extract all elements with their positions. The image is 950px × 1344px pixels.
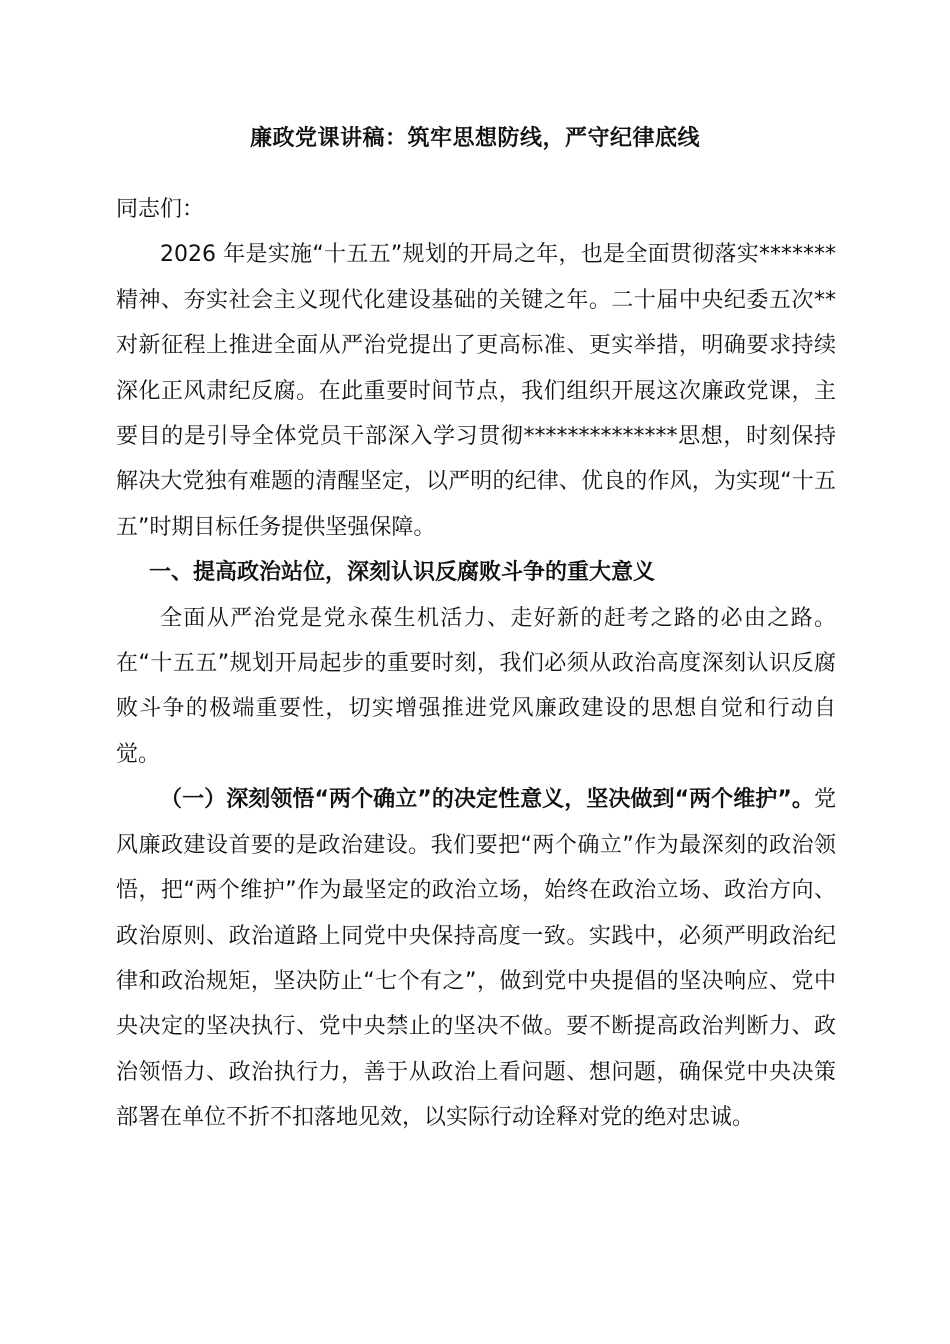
subsection-heading-1: （一）深刻领悟“两个确立”的决定性意义，坚决做到“两个维护”。 — [160, 787, 814, 813]
intro-paragraph: 2026 年是实施“十五五”规划的开局之年，也是全面贯彻落实*******精神、夯实社会主义现代化建设基础的关键之年。二十届中央纪委五次**对新征程上推进全面从严治党提出了更高标准、更实举措，明确要求持续深化正风肃纪反腐。在此重要时间节点，我们组织开展这次廉政党课，主要目的是引导全体党员干部深入学习贯彻**************思想，时刻保持解决大党独有难题的清醒坚定，以严明的纪律、优良的作风，为实现“十五五”时期目标任务提供坚强保障。 — [116, 242, 836, 540]
section-1-paragraph: 全面从严治党是党永葆生机活力、走好新的赶考之路的必由之路。在“十五五”规划开局起步的重要时刻，我们必须从政治高度深刻认识反腐败斗争的极端重要性，切实增强推进党风廉政建设的思想自觉和行动自觉。 — [116, 605, 836, 767]
greeting: 同志们： — [116, 197, 205, 222]
subsection-1-paragraph — [116, 777, 836, 1140]
document-body — [116, 187, 836, 1141]
section-heading-1: 一、提高政治站位，深刻认识反腐败斗争的重大意义 — [149, 560, 656, 586]
document-title: 廉政党课讲稿：筑牢思想防线，严守纪律底线 — [249, 126, 700, 151]
subsection-1-body: 党风廉政建设首要的是政治建设。我们要把“两个确立”作为最深刻的政治领悟，把“两个维护”作为最坚定的政治立场，始终在政治立场、政治方向、政治原则、政治道路上同党中央保持高度一致。实践中，必须严明政治纪律和政治规矩，坚决防止“七个有之”，做到党中央提倡的坚决响应、党中央决定的坚决执行、党中央禁止的坚决不做。要不断提高政治判断力、政治领悟力、政治执行力，善于从政治上看问题、想问题，确保党中央决策部署在单位不折不扣落地见效，以实际行动诠释对党的绝对忠诚。 — [116, 787, 836, 1131]
